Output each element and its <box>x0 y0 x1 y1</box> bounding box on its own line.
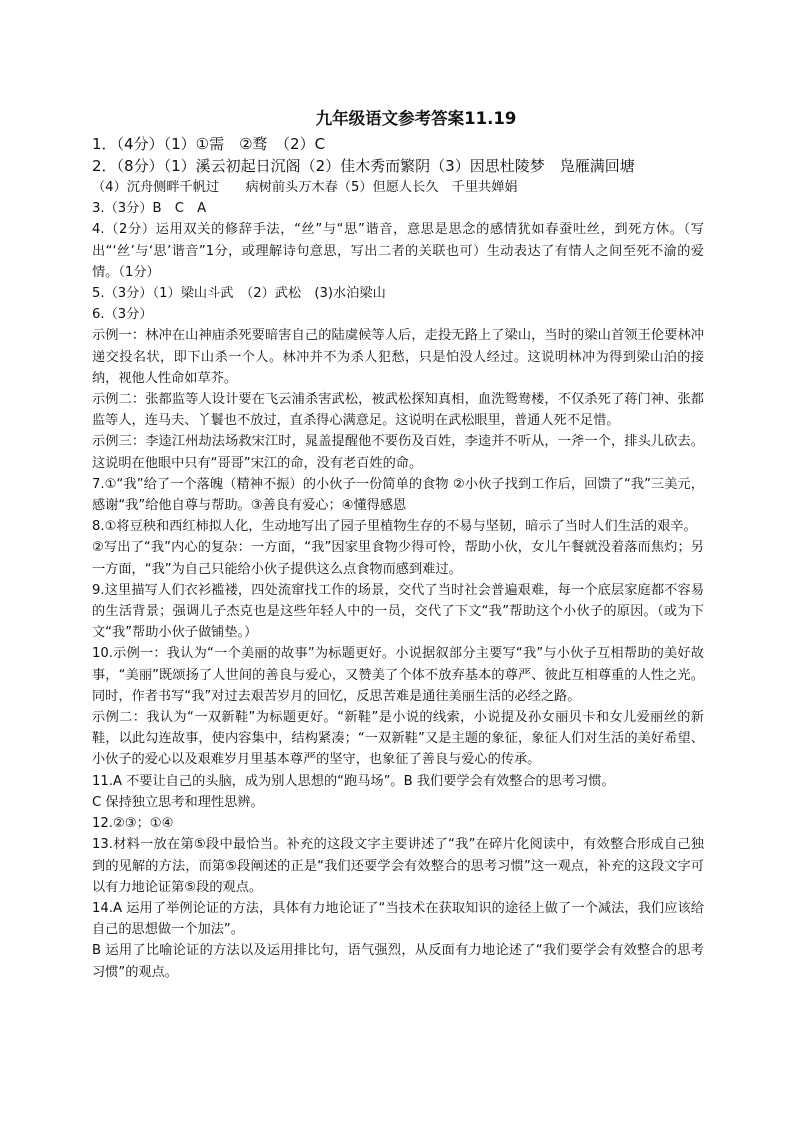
answer-3: 3.（3分）B C A <box>92 201 207 217</box>
answer-1: 1．（4分）（1）①需 ②骛 （2）C <box>92 135 326 153</box>
answer-6: 6.（3分） <box>92 307 153 323</box>
answer-8-part-2: ②写出了“我”内心的复杂：一方面，“我”因家里食物少得可怜，帮助小伙，女儿午餐就没着落而焦灼；另一方面，“我”为自己只能给小伙子提供这么点食物而感到难过。 <box>92 540 704 577</box>
answer-14-a: 14.A 运用了举例论证的方法，具体有力地论证了“当技术在获取知识的途径上做了一个减法，我们应该给自己的思想做一个加法”。 <box>92 900 704 938</box>
answer-10-example-1: 10.示例一：我认为“一个美丽的故事”为标题更好。小说据叙部分主要写“我”与小伙子互相帮助的美好故事，“美丽”既颂扬了人世间的善良与爱心，又赞美了个体不放弃基本的尊严、彼此互相尊重的人性之光。同时，作者书写“我”对过去艰苦岁月的回忆，反思苦难是通往美丽生活的必经之路。 <box>92 646 704 704</box>
answer-8-part-1: 8.①将豆秧和西红柿拟人化，生动地写出了园子里植物生存的不易与坚韧，暗示了当时人们生活的艰辛。 <box>92 519 697 535</box>
answer-6-example-1: 示例一：林冲在山神庙杀死要暗害自己的陆虞候等人后，走投无路上了梁山，当时的梁山首领王伦要林冲递交投名状，即下山杀一个人。林冲并不为杀人犯愁，只是怕没人经过。这说明林冲为得到梁山泊的接纳，视他人性命如草芥。 <box>92 328 704 386</box>
answer-4: 4.（2分）运用双关的修辞手法，“丝”与“思”谐音，意思是思念的感情犹如春蚕吐丝，到死方休。（写出“‘丝’与‘思’谐音”1分，或理解诗句意思，写出二者的关联也可）生动表达了有情人之间至死不渝的爱情。（1分） <box>92 222 704 280</box>
answer-14-b: B 运用了比喻论证的方法以及运用排比句，语气强烈，从反面有力地论述了“我们要学会有效整合的思考习惯”的观点。 <box>92 943 704 980</box>
answer-10-example-2: 示例二：我认为“一双新鞋”为标题更好。“新鞋”是小说的线索，小说提及孙女丽贝卡和女儿爱丽丝的新鞋，以此勾连故事，使内容集中，结构紧凑；“一双新鞋”又是主题的象征，象征人们对生活的美好希望、小伙子的爱心以及艰难岁月里基本尊严的坚守，也象征了善良与爱心的传承。 <box>92 710 704 768</box>
answer-6-example-3: 示例三：李逵江州劫法场救宋江时，晁盖提醒他不要伤及百姓，李逵并不听从，一斧一个，排头儿砍去。这说明在他眼中只有“哥哥”宋江的命，没有老百姓的命。 <box>92 434 704 471</box>
answer-2-continued: （4）沉舟侧畔千帆过 病树前头万木春（5）但愿人长久 千里共婵娟 <box>92 180 518 195</box>
answer-11-c: C 保持独立思考和理性思辨。 <box>92 794 264 810</box>
answer-13: 13.材料一放在第⑤段中最恰当。补充的这段文字主要讲述了“我”在碎片化阅读中，有效整合形成自己独到的见解的方法，而第⑤段阐述的正是“我们还要学会有效整合的思考习惯”这一观点，补充的这段文字可以有力地论证第⑤段的观点。 <box>92 837 704 895</box>
answer-11: 11.A 不要让自己的头脑，成为别人思想的“跑马场”。B 我们要学会有效整合的思考习惯。 <box>92 773 615 789</box>
answer-document <box>92 106 704 983</box>
answer-2: 2．（8分）（1）溪云初起日沉阁（2）佳木秀而繁阴（3）因思杜陵梦 凫雁满回塘 <box>92 156 635 175</box>
answer-12: 12.②③；①④ <box>92 816 174 832</box>
answer-9: 9.这里描写人们衣衫褴褛，四处流窜找工作的场景，交代了当时社会普遍艰难，每一个底层家庭都不容易的生活背景；强调儿子杰克也是这些年轻人中的一员，交代了下文“我”帮助这个小伙子的原因。（或为下文“我”帮助小伙子做铺垫。） <box>92 582 704 641</box>
answer-5: 5.（3分）（1）梁山斗武 （2）武松 (3)水泊梁山 <box>92 286 386 302</box>
answer-7: 7.①“我”给了一个落魄（精神不振）的小伙子一份简单的食物 ②小伙子找到工作后，回馈了“我”三美元，感谢“我”给他自尊与帮助。③善良有爱心；④懂得感恩 <box>92 476 704 514</box>
answer-6-example-2: 示例二：张都监等人设计要在飞云浦杀害武松，被武松探知真相，血洗鸳鸯楼，不仅杀死了蒋门神、张都监等人，连马夫、丫鬟也不放过，直杀得心满意足。这说明在武松眼里，普通人死不足惜。 <box>92 392 704 429</box>
document-title: 九年级语文参考答案11.19 <box>315 109 517 128</box>
